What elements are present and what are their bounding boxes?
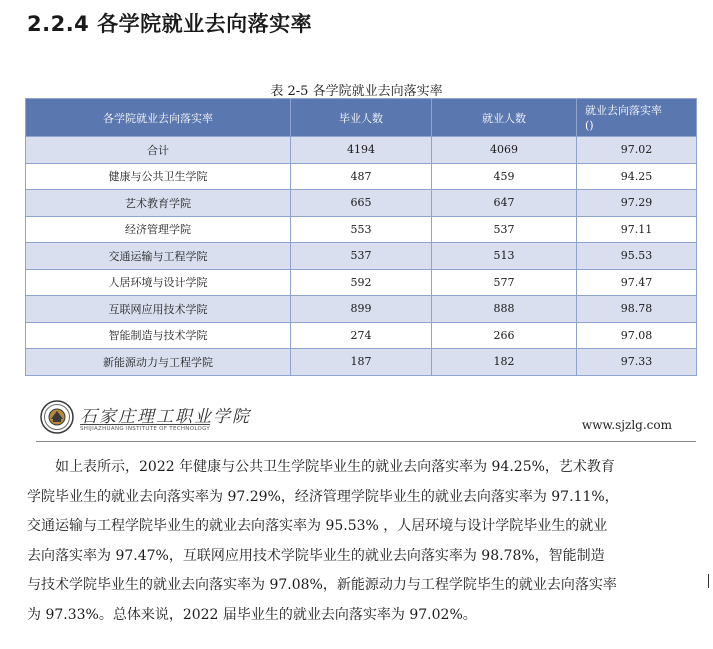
section-heading: 2.2.4 各学院就业去向落实率 bbox=[27, 12, 313, 36]
header-graduates: 毕业人数 bbox=[291, 99, 432, 137]
institution-url[interactable]: www.sjzlg.com bbox=[581, 418, 672, 432]
cell-graduates: 592 bbox=[291, 269, 432, 296]
cell-college: 交通运输与工程学院 bbox=[26, 243, 291, 270]
cell-college: 合计 bbox=[26, 137, 291, 164]
cell-graduates: 553 bbox=[291, 216, 432, 243]
cell-rate: 97.29 bbox=[577, 190, 697, 217]
table-row bbox=[26, 269, 697, 296]
cell-employed: 182 bbox=[432, 349, 577, 376]
institution-name-cn: 石家庄理工职业学院 bbox=[80, 407, 251, 427]
paragraph-line: 与技术学院毕业生的就业去向落实率为 97.08%，新能源动力与工程学院毕生的就业去向落实率 bbox=[27, 577, 617, 593]
paragraph-line: 交通运输与工程学院毕业生的就业去向落实率为 95.53% ，人居环境与设计学院毕业生的就业 bbox=[27, 518, 608, 534]
cell-employed: 513 bbox=[432, 243, 577, 270]
cell-rate: 97.08 bbox=[577, 322, 697, 349]
cell-employed: 647 bbox=[432, 190, 577, 217]
institution-name-en: SHIJIAZHUANG INSTITUTE OF TECHNOLOGY bbox=[80, 426, 211, 432]
table-row bbox=[26, 190, 697, 217]
cell-college: 艺术教育学院 bbox=[26, 190, 291, 217]
paragraph-line: 去向落实率为 97.47%，互联网应用技术学院毕业生的就业去向落实率为 98.78%，智能制造 bbox=[27, 547, 605, 564]
cell-employed: 4069 bbox=[432, 137, 577, 164]
cell-employed: 577 bbox=[432, 269, 577, 296]
cell-college: 经济管理学院 bbox=[26, 216, 291, 243]
cell-employed: 459 bbox=[432, 163, 577, 190]
cell-graduates: 487 bbox=[291, 163, 432, 190]
cell-graduates: 899 bbox=[291, 296, 432, 323]
employment-rate-table bbox=[25, 98, 697, 376]
table-row bbox=[26, 137, 697, 164]
cell-graduates: 274 bbox=[291, 322, 432, 349]
cell-graduates: 187 bbox=[291, 349, 432, 376]
paragraph-line: 如上表所示，2022 年健康与公共卫生学院毕业生的就业去向落实率为 94.25%，艺术教育 bbox=[55, 459, 615, 475]
cell-rate: 94.25 bbox=[577, 163, 697, 190]
cell-rate: 97.02 bbox=[577, 137, 697, 164]
cell-college: 健康与公共卫生学院 bbox=[26, 163, 291, 190]
cell-rate: 97.47 bbox=[577, 269, 697, 296]
table-header-row bbox=[26, 99, 697, 137]
cell-rate: 97.33 bbox=[577, 349, 697, 376]
table-row bbox=[26, 243, 697, 270]
summary-paragraph bbox=[27, 453, 695, 630]
institution-banner bbox=[36, 398, 696, 438]
cell-college: 互联网应用技术学院 bbox=[26, 296, 291, 323]
header-rate: 就业去向落实率 () bbox=[577, 99, 697, 137]
cell-rate: 97.11 bbox=[577, 216, 697, 243]
cell-employed: 266 bbox=[432, 322, 577, 349]
banner-divider bbox=[36, 441, 696, 442]
cell-rate: 95.53 bbox=[577, 243, 697, 270]
cell-employed: 537 bbox=[432, 216, 577, 243]
table-row bbox=[26, 296, 697, 323]
cell-college: 新能源动力与工程学院 bbox=[26, 349, 291, 376]
table-row bbox=[26, 163, 697, 190]
table-row bbox=[26, 322, 697, 349]
table-row bbox=[26, 216, 697, 243]
cell-graduates: 665 bbox=[291, 190, 432, 217]
text-cursor bbox=[708, 574, 709, 588]
table-row bbox=[26, 349, 697, 376]
cell-rate: 98.78 bbox=[577, 296, 697, 323]
cell-employed: 888 bbox=[432, 296, 577, 323]
paragraph-line: 为 97.33%。总体来说，2022 届毕业生的就业去向落实率为 97.02%。 bbox=[27, 606, 477, 623]
cell-graduates: 4194 bbox=[291, 137, 432, 164]
cell-college: 智能制造与技术学院 bbox=[26, 322, 291, 349]
header-college: 各学院就业去向落实率 bbox=[26, 99, 291, 137]
cell-college: 人居环境与设计学院 bbox=[26, 269, 291, 296]
table-caption: 表 2-5 各学院就业去向落实率 bbox=[270, 84, 443, 99]
cell-graduates: 537 bbox=[291, 243, 432, 270]
header-employed: 就业人数 bbox=[432, 99, 577, 137]
paragraph-line: 学院毕业生的就业去向落实率为 97.29%，经济管理学院毕业生的就业去向落实率为 97.11%， bbox=[27, 488, 619, 505]
institution-emblem-icon bbox=[40, 400, 74, 434]
